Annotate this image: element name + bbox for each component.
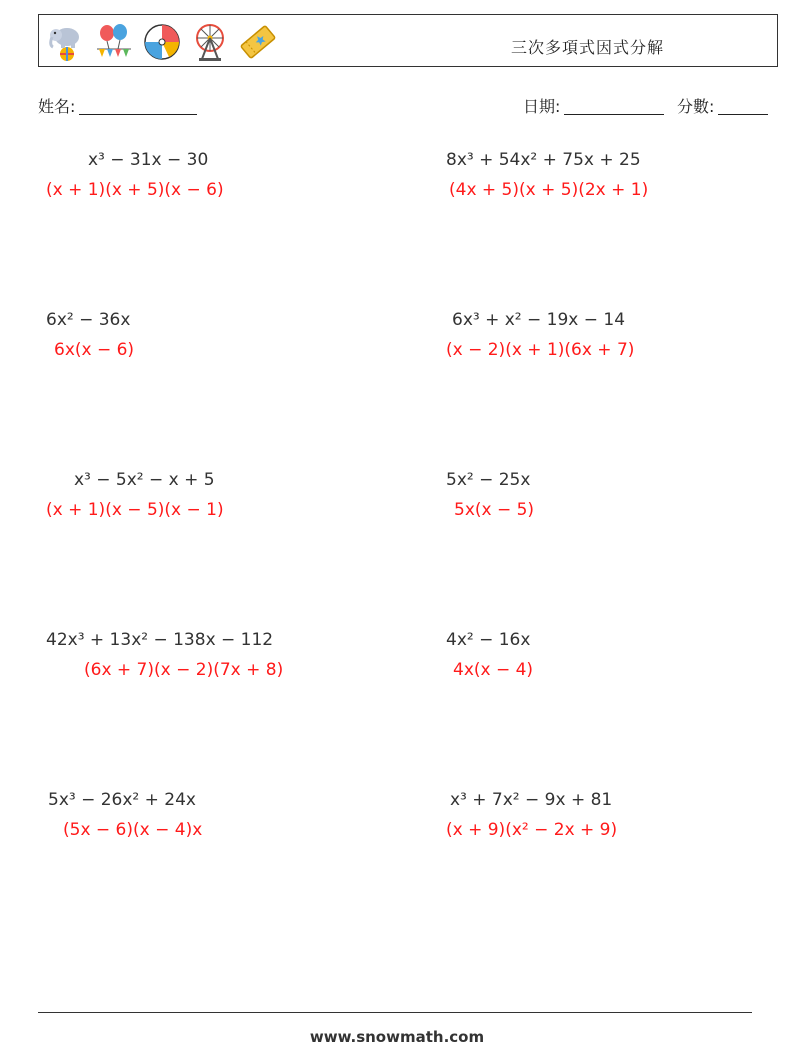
ferris-wheel-icon bbox=[189, 21, 231, 63]
problem-answer: (6x + 7)(x − 2)(7x + 8) bbox=[84, 660, 284, 680]
name-blank[interactable] bbox=[79, 98, 197, 115]
problem-answer: (5x − 6)(x − 4)x bbox=[63, 820, 203, 840]
header-icons bbox=[45, 21, 279, 63]
score-field bbox=[677, 94, 768, 117]
beach-ball-icon bbox=[141, 21, 183, 63]
problem-question: 6x³ + x² − 19x − 14 bbox=[452, 310, 626, 330]
date-blank[interactable] bbox=[564, 98, 664, 115]
answer-8 bbox=[453, 660, 533, 680]
answer-5 bbox=[46, 500, 224, 520]
score-label: 分數: bbox=[677, 97, 715, 116]
problem-answer: (x + 9)(x² − 2x + 9) bbox=[446, 820, 618, 840]
answer-3 bbox=[54, 340, 134, 360]
ticket-icon bbox=[237, 21, 279, 63]
problem-answer: 5x(x − 5) bbox=[454, 500, 535, 520]
problem-answer: (x + 1)(x − 5)(x − 1) bbox=[46, 500, 224, 520]
problem-answer: (x + 1)(x + 5)(x − 6) bbox=[46, 180, 224, 200]
problem-10 bbox=[450, 790, 612, 810]
footer-url[interactable]: www.snowmath.com bbox=[309, 1028, 485, 1046]
answer-6 bbox=[454, 500, 534, 520]
problem-question: 42x³ + 13x² − 138x − 112 bbox=[46, 630, 274, 650]
worksheet-title: 三次多項式因式分解 bbox=[511, 38, 665, 57]
problem-answer: 6x(x − 6) bbox=[54, 340, 135, 360]
problem-answer: (x − 2)(x + 1)(6x + 7) bbox=[446, 340, 635, 360]
date-field bbox=[523, 94, 664, 117]
answer-1 bbox=[46, 180, 224, 200]
footer-divider bbox=[38, 1012, 752, 1013]
problem-4 bbox=[452, 310, 625, 330]
answer-2 bbox=[449, 180, 648, 200]
problem-6 bbox=[446, 470, 530, 490]
problem-question: 6x² − 36x bbox=[46, 310, 131, 330]
score-blank[interactable] bbox=[718, 98, 768, 115]
problem-question: 8x³ + 54x² + 75x + 25 bbox=[446, 150, 641, 170]
worksheet-header bbox=[38, 14, 778, 67]
problem-8 bbox=[446, 630, 530, 650]
problem-question: 4x² − 16x bbox=[446, 630, 531, 650]
name-field bbox=[38, 94, 197, 117]
answer-4 bbox=[446, 340, 634, 360]
problem-question: x³ − 31x − 30 bbox=[88, 150, 209, 170]
answer-7 bbox=[84, 660, 283, 680]
problem-question: x³ + 7x² − 9x + 81 bbox=[450, 790, 613, 810]
problem-question: x³ − 5x² − x + 5 bbox=[74, 470, 215, 490]
problem-9 bbox=[48, 790, 196, 810]
problem-3 bbox=[46, 310, 130, 330]
problem-7 bbox=[46, 630, 273, 650]
problem-1 bbox=[88, 150, 208, 170]
balloons-bunting-icon bbox=[93, 21, 135, 63]
problem-2 bbox=[446, 150, 641, 170]
problem-answer: 4x(x − 4) bbox=[453, 660, 534, 680]
elephant-ball-icon bbox=[45, 21, 87, 63]
problem-question: 5x³ − 26x² + 24x bbox=[48, 790, 196, 810]
problem-5 bbox=[74, 470, 215, 490]
answer-10 bbox=[446, 820, 617, 840]
problem-answer: (4x + 5)(x + 5)(2x + 1) bbox=[449, 180, 649, 200]
name-label: 姓名: bbox=[38, 97, 76, 116]
problem-question: 5x² − 25x bbox=[446, 470, 531, 490]
date-label: 日期: bbox=[523, 97, 561, 116]
answer-9 bbox=[63, 820, 202, 840]
